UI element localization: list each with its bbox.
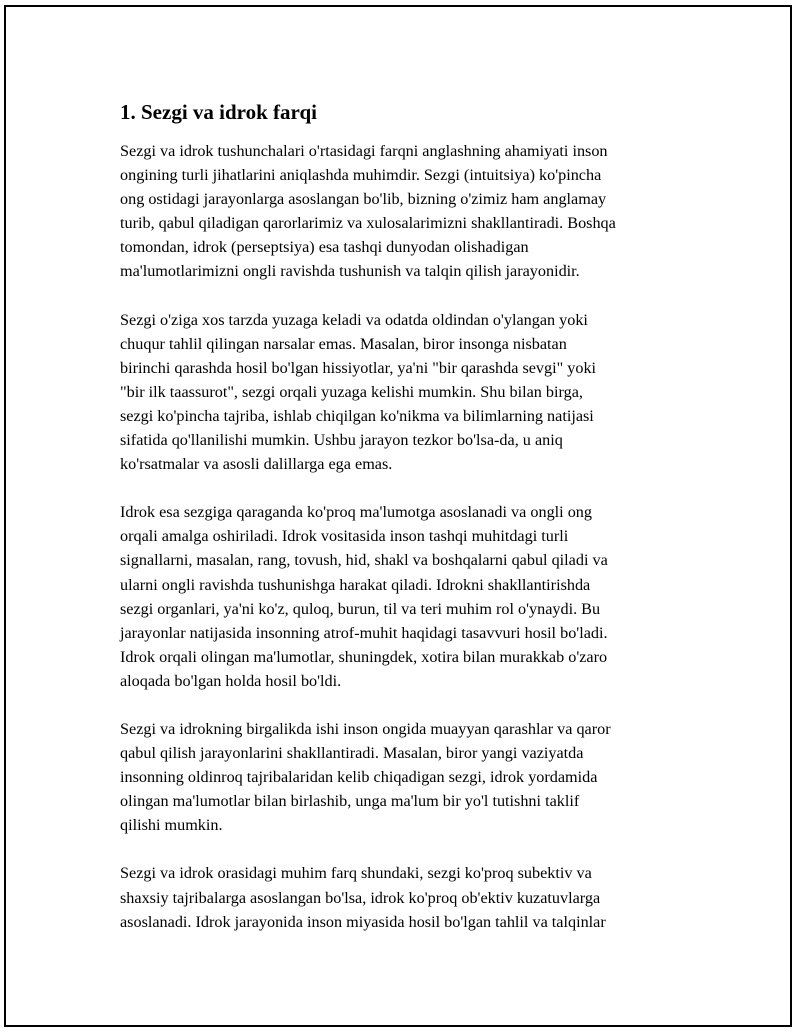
text-line: Sezgi va idrok orasidagi muhim farq shundaki, sezgi ko'proq subektiv va <box>120 864 592 883</box>
text-line: aloqada bo'lgan holda hosil bo'ldi. <box>120 671 342 690</box>
text-line: turib, qabul qiladigan qarorlarimiz va xulosalarimizni shakllantiradi. Boshqa <box>120 214 616 233</box>
text-line: ularni ongli ravishda tushunishga harakat qiladi. Idrokni shakllantirishda <box>120 575 591 594</box>
text-line: ong ostidagi jarayonlarga asoslangan bo'lib, bizning o'zimiz ham anglamay <box>120 190 607 209</box>
document-body <box>120 95 690 958</box>
text-line: Sezgi va idrok tushunchalari o'rtasidagi farqni anglashning ahamiyati inson <box>120 142 608 160</box>
text-line: ma'lumotlarimizni ongli ravishda tushunish va talqin qilish jarayonidir. <box>120 262 580 281</box>
text-line: sifatida qo'llanilishi mumkin. Ushbu jarayon tezkor bo'lsa-da, u aniq <box>120 431 563 450</box>
section-title: 1. Sezgi va idrok farqi <box>120 100 317 124</box>
text-line: asoslanadi. Idrok jarayonida inson miyasida hosil bo'lgan tahlil va talqinlar <box>120 912 606 931</box>
text-line: sezgi organlari, ya'ni ko'z, quloq, burun, til va teri muhim rol o'ynaydi. Bu <box>120 599 601 618</box>
page-frame <box>4 5 792 1027</box>
text-line: jarayonlar natijasida insonning atrof-muhit haqidagi tasavvuri hosil bo'ladi. <box>120 623 608 642</box>
text-line: shaxsiy tajribalarga asoslangan bo'lsa, idrok ko'proq ob'ektiv kuzatuvlarga <box>120 888 601 907</box>
text-line: ongining turli jihatlarini aniqlashda muhimdir. Sezgi (intuitsiya) ko'pincha <box>120 166 602 185</box>
text-line: Sezgi o'ziga xos tarzda yuzaga keladi va odatda oldindan o'ylangan yoki <box>120 310 588 329</box>
paragraph-2 <box>120 308 690 477</box>
text-line: birinchi qarashda hosil bo'lgan hissiyotlar, ya'ni "bir qarashda sevgi" yoki <box>120 358 597 377</box>
paragraph-4 <box>120 717 690 837</box>
text-line: qilishi mumkin. <box>120 816 223 835</box>
text-line: Idrok orqali olingan ma'lumotlar, shuningdek, xotira bilan murakkab o'zaro <box>120 647 608 666</box>
text-line: qabul qilish jarayonlarini shakllantiradi. Masalan, biror yangi vaziyatda <box>120 744 584 763</box>
text-line: "bir ilk taassurot", sezgi orqali yuzaga kelishi mumkin. Shu bilan birga, <box>120 382 583 401</box>
paragraph-1 <box>120 139 690 284</box>
text-line: tomondan, idrok (perseptsiya) esa tashqi dunyodan olishadigan <box>120 238 529 257</box>
text-line: olingan ma'lumotlar bilan birlashib, unga ma'lum bir yo'l tutishni taklif <box>120 792 580 811</box>
paragraph-5 <box>120 861 690 933</box>
text-line: signallarni, masalan, rang, tovush, hid, shakl va boshqalarni qabul qiladi va <box>120 551 608 570</box>
paragraph-3 <box>120 500 690 693</box>
text-line: insonning oldinroq tajribalaridan kelib chiqadigan sezgi, idrok yordamida <box>120 768 598 787</box>
text-line: sezgi ko'pincha tajriba, ishlab chiqilgan ko'nikma va bilimlarning natijasi <box>120 406 594 425</box>
text-line: chuqur tahlil qilingan narsalar emas. Masalan, biror insonga nisbatan <box>120 334 567 353</box>
text-line: Idrok esa sezgiga qaraganda ko'proq ma'lumotga asoslanadi va ongli ong <box>120 503 592 522</box>
text-line: orqali amalga oshiriladi. Idrok vositasida inson tashqi muhitdagi turli <box>120 527 569 546</box>
text-line: Sezgi va idrokning birgalikda ishi inson ongida muayyan qarashlar va qaror <box>120 719 611 738</box>
text-line: ko'rsatmalar va asosli dalillarga ega emas. <box>120 455 393 474</box>
